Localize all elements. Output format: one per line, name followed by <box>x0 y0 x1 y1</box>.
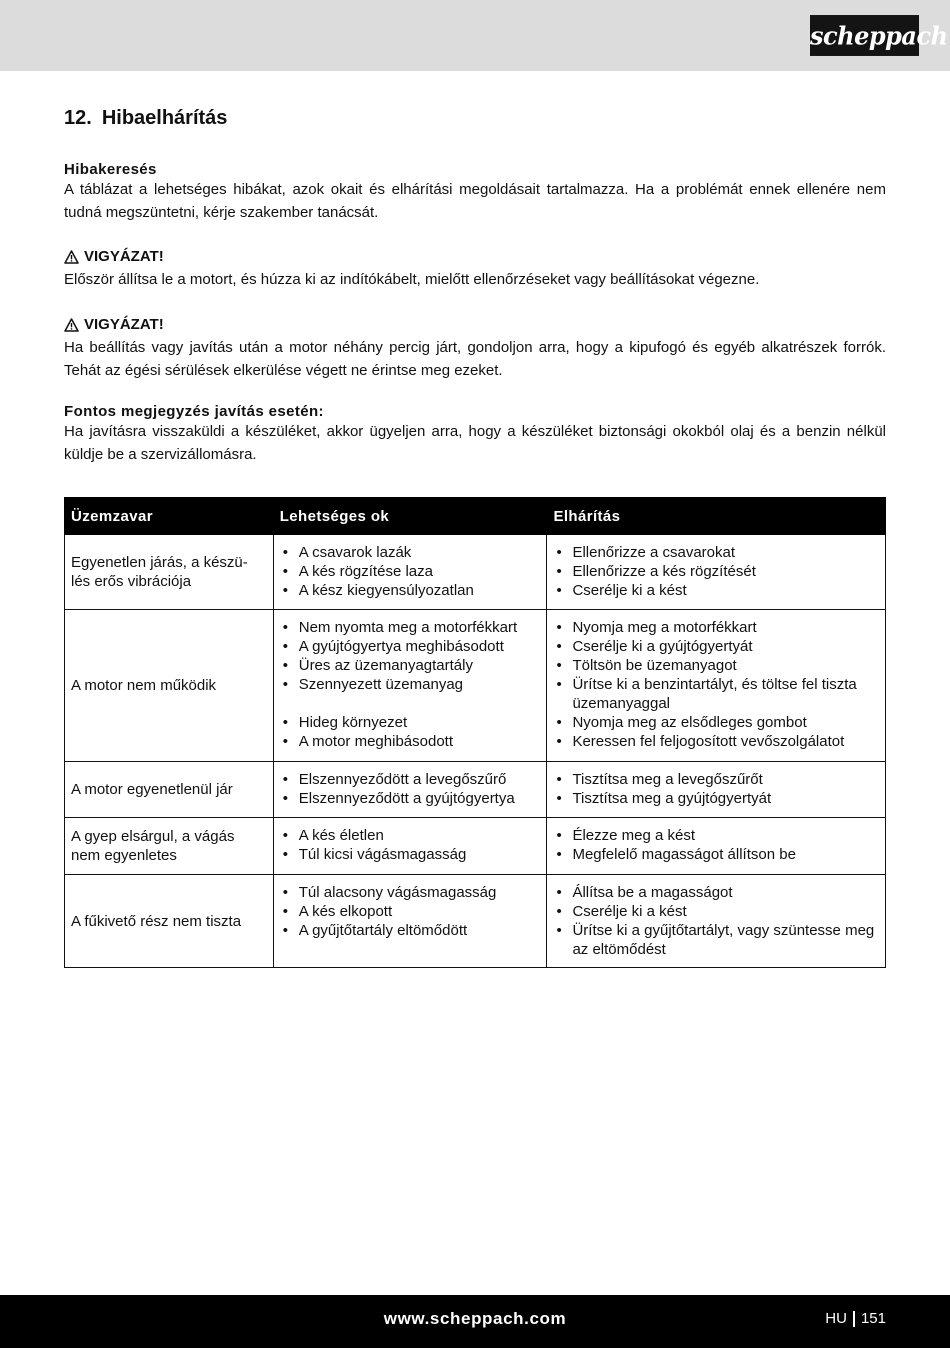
list-item: • Elszennyeződött a gyújtógyertya <box>280 789 541 808</box>
intro-text: A táblázat a lehetséges hibákat, azok okait és elhárítási megoldásait tartalmazza. Ha a problémát ennek ellenére nem tudná megszüntetni, kérje szakember tanácsát. <box>64 181 886 221</box>
list-item: • A kés elkopott <box>280 902 541 921</box>
table-header-row <box>65 498 886 535</box>
separator <box>853 1311 855 1327</box>
list-item: • Cserélje ki a kést <box>553 902 879 921</box>
section-heading <box>64 107 886 130</box>
list-item: • A gyűjtőtartály eltömődött <box>280 921 541 940</box>
column-header-cause: Lehetséges ok <box>273 498 547 535</box>
list-item: • Hideg környezet <box>280 713 541 732</box>
list-item: • Megfelelő magasságot állítson be <box>553 845 879 864</box>
fault-cell: Egyenetlen járás, a készü-lés erős vibrációja <box>65 535 274 610</box>
warning-2-text: Ha beállítás vagy javítás után a motor néhány percig járt, gondoljon arra, hogy a kipufogó és egyéb alkatrészek forrók. Tehát az égési sérülések elkerülése végett ne érintse meg ezeket. <box>64 339 886 379</box>
cause-cell <box>273 762 547 818</box>
column-header-remedy: Elhárítás <box>547 498 886 535</box>
list-item: • A kés rögzítése laza <box>280 562 541 581</box>
cause-cell <box>273 818 547 875</box>
list-item: • Túl alacsony vágásmagasság <box>280 883 541 902</box>
warning-1-text: Először állítsa le a motort, és húzza ki az indítókábelt, mielőtt ellenőrzéseket vagy beállításokat végezne. <box>64 271 760 288</box>
list-item: • Keressen fel feljogosított vevőszolgálatot <box>553 732 879 751</box>
header-bar <box>0 0 950 71</box>
repair-note-title: Fontos megjegyzés javítás esetén: <box>64 403 324 420</box>
warning-1-label: VIGYÁZAT! <box>84 248 164 265</box>
list-item: • Élezze meg a kést <box>553 826 879 845</box>
list-item: • Ürítse ki a gyűjtőtartályt, vagy szüntesse meg az eltömődést <box>553 921 879 959</box>
cause-cell <box>273 875 547 968</box>
page-indicator <box>825 1310 886 1327</box>
remedy-cell <box>547 610 886 762</box>
repair-note-text: Ha javításra visszaküldi a készüléket, akkor ügyeljen arra, hogy a készüléket biztonsági okokból olaj és a benzin nélkül küldje be a szervizállomásra. <box>64 423 886 463</box>
list-item: • Ellenőrizze a csavarokat <box>553 543 879 562</box>
list-item: • Ürítse ki a benzintartályt, és töltse fel tiszta üzemanyaggal <box>553 675 879 713</box>
fault-cell: A gyep elsárgul, a vágás nem egyenletes <box>65 818 274 875</box>
section-number: 12. <box>64 107 92 129</box>
list-item: • Elszennyeződött a levegőszűrő <box>280 770 541 789</box>
table-row <box>65 762 886 818</box>
troubleshooting-table <box>64 497 886 968</box>
cause-cell <box>273 535 547 610</box>
table-row <box>65 610 886 762</box>
list-item: • A kés életlen <box>280 826 541 845</box>
warning-1-title <box>64 245 886 268</box>
cause-cell <box>273 610 547 762</box>
column-header-fault: Üzemzavar <box>65 498 274 535</box>
fault-cell: A motor egyenetlenül jár <box>65 762 274 818</box>
remedy-cell <box>547 875 886 968</box>
list-item: • Szennyezett üzemanyag <box>280 675 541 694</box>
warning-2-title <box>64 313 886 336</box>
table-row <box>65 818 886 875</box>
fault-cell: A motor nem működik <box>65 610 274 762</box>
list-item: • Nem nyomta meg a motorfékkart <box>280 618 541 637</box>
language-code: HU <box>825 1310 847 1327</box>
list-item: • Tisztítsa meg a gyújtógyertyát <box>553 789 879 808</box>
list-item: • A csavarok lazák <box>280 543 541 562</box>
remedy-cell <box>547 818 886 875</box>
warning-triangle-icon <box>64 250 79 264</box>
section-content <box>64 104 886 466</box>
list-item: • A kész kiegyensúlyozatlan <box>280 581 541 600</box>
list-item: • Nyomja meg az elsődleges gombot <box>553 713 879 732</box>
list-item: • A motor meghibásodott <box>280 732 541 751</box>
list-item: • Tisztítsa meg a levegőszűrőt <box>553 770 879 789</box>
list-item: • Cserélje ki a gyújtógyertyát <box>553 637 879 656</box>
brand-logo: scheppach <box>810 15 919 56</box>
list-item: • Ellenőrizze a kés rögzítését <box>553 562 879 581</box>
table-row <box>65 875 886 968</box>
list-item: • Állítsa be a magasságot <box>553 883 879 902</box>
footer-bar <box>0 1295 950 1348</box>
list-item: • A gyújtógyertya meghibásodott <box>280 637 541 656</box>
intro-title: Hibakeresés <box>64 161 157 178</box>
page-number: 151 <box>860 1310 886 1327</box>
list-item: • Töltsön be üzemanyagot <box>553 656 879 675</box>
list-item: • Nyomja meg a motorfékkart <box>553 618 879 637</box>
list-item: • Túl kicsi vágásmagasság <box>280 845 541 864</box>
list-item: • Üres az üzemanyagtartály <box>280 656 541 675</box>
warning-triangle-icon <box>64 318 79 332</box>
remedy-cell <box>547 762 886 818</box>
section-title: Hibaelhárítás <box>101 107 228 129</box>
table-row <box>65 535 886 610</box>
fault-cell: A fűkivető rész nem tiszta <box>65 875 274 968</box>
remedy-cell <box>547 535 886 610</box>
warning-2-label: VIGYÁZAT! <box>84 316 164 333</box>
list-item: • Cserélje ki a kést <box>553 581 879 600</box>
website-link[interactable]: www.scheppach.com <box>383 1309 567 1328</box>
